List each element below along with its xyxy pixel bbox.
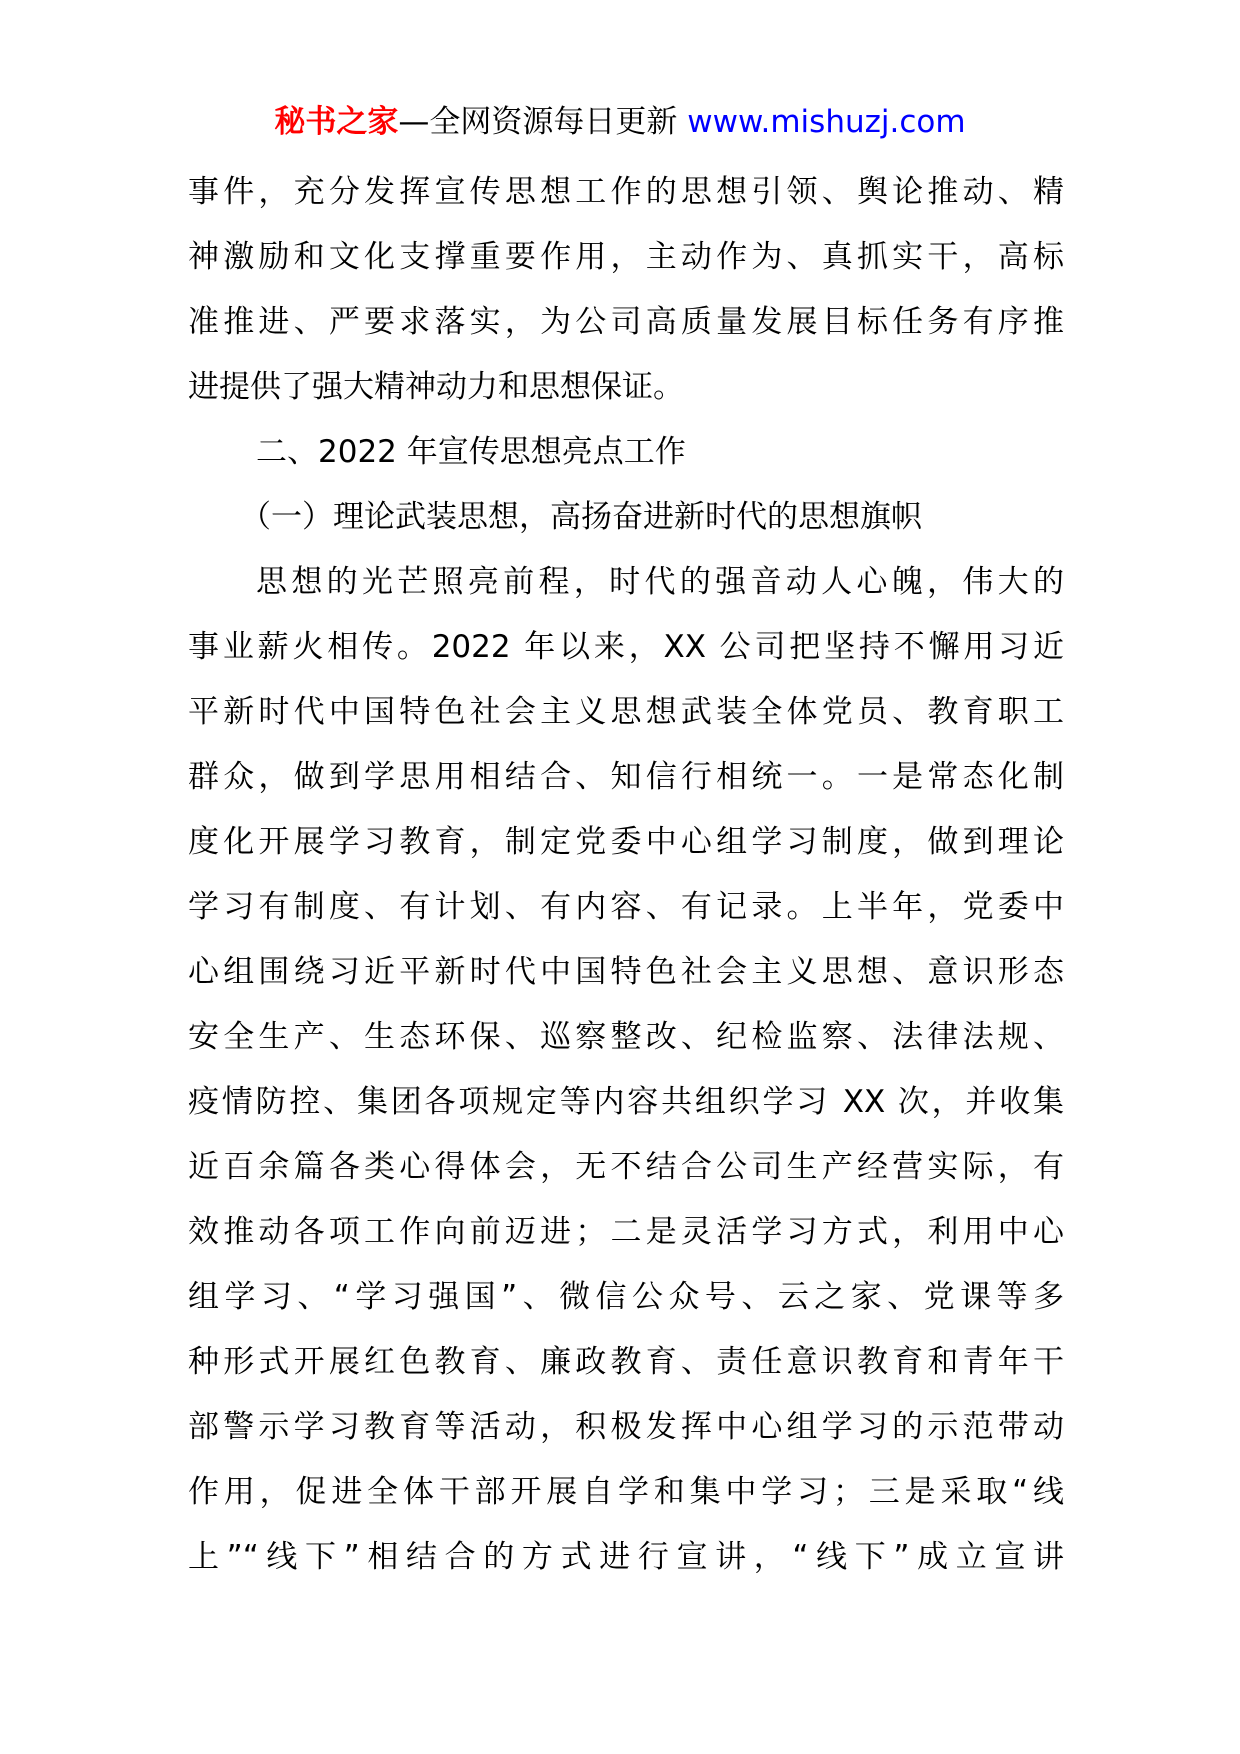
body-line: 事件，充分发挥宣传思想工作的思想引领、舆论推动、精 [188,174,1064,210]
body-line: 疫情防控、集团各项规定等内容共组织学习 XX 次，并收集 [188,1084,1064,1120]
body-line: 学习有制度、有计划、有内容、有记录。上半年，党委中 [188,889,1064,925]
body-line: 准推进、严要求落实，为公司高质量发展目标任务有序推 [188,304,1064,340]
header-tagline: —全网资源每日更新 [398,104,678,140]
body-line: 心组围绕习近平新时代中国特色社会主义思想、意识形态 [188,954,1064,990]
body-line: 安全生产、生态环保、巡察整改、纪检监察、法律法规、 [188,1019,1064,1055]
document-body [188,160,1064,1590]
body-line: 进提供了强大精神动力和思想保证。 [188,369,684,405]
section-heading: 二、2022 年宣传思想亮点工作 [256,434,686,470]
body-line: 种形式开展红色教育、廉政教育、责任意识教育和青年干 [188,1344,1064,1380]
body-line: 思想的光芒照亮前程，时代的强音动人心魄，伟大的 [256,564,1064,600]
page-header [0,100,1240,144]
body-line: 神激励和文化支撑重要作用，主动作为、真抓实干，高标 [188,239,1064,275]
body-line: 部警示学习教育等活动，积极发挥中心组学习的示范带动 [188,1409,1064,1445]
body-line: 群众，做到学思用相结合、知信行相统一。一是常态化制 [188,759,1064,795]
subsection-heading: （一）理论武装思想，高扬奋进新时代的思想旗帜 [240,499,922,535]
body-line: 作用，促进全体干部开展自学和集中学习；三是采取“线 [188,1474,1064,1510]
body-line: 度化开展学习教育，制定党委中心组学习制度，做到理论 [188,824,1064,860]
body-line: 效推动各项工作向前迈进；二是灵活学习方式，利用中心 [188,1214,1064,1250]
body-line: 上”“线下”相结合的方式进行宣讲，“线下”成立宣讲 [188,1539,1064,1575]
site-url-link[interactable]: www.mishuzj.com [687,104,966,140]
body-line: 事业薪火相传。2022 年以来，XX 公司把坚持不懈用习近 [188,629,1064,665]
body-line: 组学习、“学习强国”、微信公众号、云之家、党课等多 [188,1279,1064,1315]
body-line: 平新时代中国特色社会主义思想武装全体党员、教育职工 [188,694,1064,730]
body-line: 近百余篇各类心得体会，无不结合公司生产经营实际，有 [188,1149,1064,1185]
brand-name: 秘书之家 [274,104,399,140]
